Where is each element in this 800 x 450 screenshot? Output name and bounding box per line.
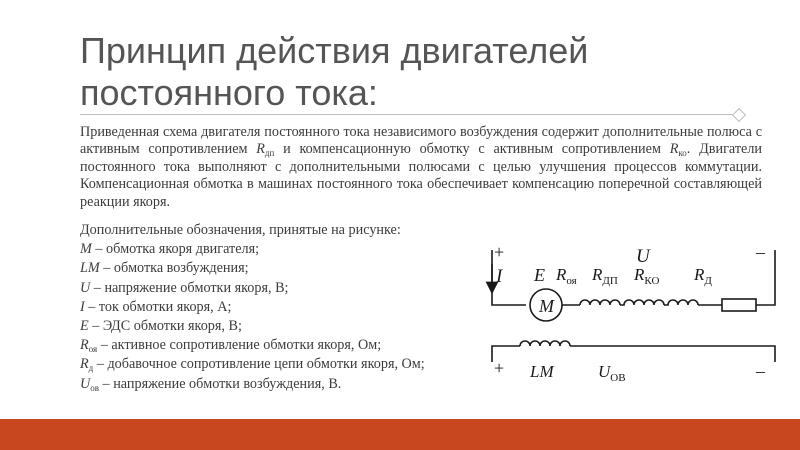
resistance-symbol: R: [592, 265, 603, 284]
legend-item: [80, 279, 510, 298]
r-symbol: R: [256, 141, 265, 158]
paragraph-text-3: . Двигатели постоянного тока выполняют с дополнительными полюсами с целью улучшения процессов коммутации. Компенсационная обмотка в машинах постоянного тока обеспечивает компенсацию поперечной составляющей реакции якоря.: [80, 141, 762, 210]
legend-symbol: U: [80, 279, 91, 296]
plus-terminal-bottom: +: [494, 358, 505, 378]
armature-winding-icon: [580, 300, 620, 305]
legend-item: [80, 355, 510, 374]
paragraph-text-1: Приведенная схема двигателя постоянного тока независимого возбуждения содержит дополнительные полюса с активным сопротивлением: [80, 124, 762, 158]
field-voltage-label: [598, 362, 626, 384]
paragraph-text-2: и компенсационную обмотку с активным сопротивлением: [274, 141, 670, 158]
legend-text: – напряжение обмотки якоря, В;: [90, 279, 289, 296]
resistance-symbol: R: [694, 265, 705, 284]
legend-symbol: R: [80, 356, 89, 373]
field-winding-icon: [520, 341, 570, 346]
legend-text: – обмотка возбуждения;: [99, 260, 249, 277]
series-resistor-icon: [722, 299, 756, 311]
legend-list: [80, 221, 510, 394]
commutating-pole-resistance-label: [591, 265, 618, 287]
current-label: I: [496, 266, 503, 287]
diamond-ornament-icon: [732, 108, 746, 122]
legend-heading: Дополнительные обозначения, принятые на рисунке:: [80, 222, 401, 238]
legend-subscript: д: [88, 363, 94, 374]
legend-symbol: R: [80, 337, 89, 354]
legend-symbol: E: [80, 318, 89, 335]
legend-text: – ток обмотки якоря, А;: [84, 298, 232, 315]
legend-subscript: ов: [90, 382, 99, 393]
legend-item: [80, 375, 510, 394]
legend-item: [80, 336, 510, 355]
footer-accent-bar: [0, 419, 800, 450]
plus-terminal-top: +: [494, 242, 505, 262]
legend-text: – обмотка якоря двигателя;: [91, 241, 260, 258]
minus-terminal-top: –: [756, 242, 765, 262]
compensating-winding-resistance-label: [633, 265, 659, 287]
title-line-1: Принцип действия двигателей: [80, 30, 589, 71]
slide-title: [80, 30, 700, 114]
field-voltage-symbol: U: [598, 362, 611, 381]
description-paragraph: [80, 124, 762, 211]
legend-item: [80, 317, 510, 336]
field-winding-label: LM: [530, 362, 554, 381]
voltage-label: U: [636, 246, 650, 267]
legend-symbol: LM: [80, 260, 100, 277]
resistance-subscript: оя: [566, 275, 577, 287]
title-line-2: постоянного тока:: [80, 72, 378, 113]
legend-item: [80, 259, 510, 278]
title-divider: [80, 114, 732, 115]
field-voltage-subscript: ОВ: [610, 372, 626, 384]
legend-item: [80, 240, 510, 259]
series-resistance-label: [693, 265, 712, 287]
field-circuit: [492, 341, 775, 362]
resistance-subscript: ДП: [602, 275, 618, 287]
compensating-winding-icon: [664, 300, 698, 305]
legend-text: – напряжение обмотки возбуждения, В.: [99, 375, 342, 392]
legend-text: – добавочное сопротивление цепи обмотки якоря, Ом;: [93, 356, 425, 373]
r-symbol: R: [669, 141, 679, 158]
resistance-subscript: Д: [704, 275, 712, 287]
resistance-symbol: R: [634, 265, 645, 284]
resistance-subscript: КО: [644, 275, 660, 287]
armature-resistance-label: [555, 265, 577, 287]
legend-text: – активное сопротивление обмотки якоря, Ом;: [97, 337, 382, 354]
armature-circuit: [492, 250, 775, 321]
motor-circuit-diagram: [484, 236, 784, 396]
resistance-symbol: R: [556, 265, 567, 284]
motor-label: M: [539, 296, 554, 316]
legend-symbol: M: [80, 241, 92, 258]
legend-item: [80, 298, 510, 317]
minus-terminal-bottom: –: [756, 361, 765, 381]
commutating-pole-winding-icon: [620, 300, 664, 305]
legend-symbol: I: [80, 298, 85, 315]
r-dp-subscript: дп: [264, 148, 275, 159]
legend-subscript: оя: [88, 344, 98, 355]
legend-text: – ЭДС обмотки якоря, В;: [88, 318, 242, 335]
r-ko-subscript: ко: [678, 148, 687, 159]
field-wire-right: [570, 346, 775, 362]
legend-symbol: U: [80, 375, 91, 392]
emf-label: E: [534, 265, 545, 285]
